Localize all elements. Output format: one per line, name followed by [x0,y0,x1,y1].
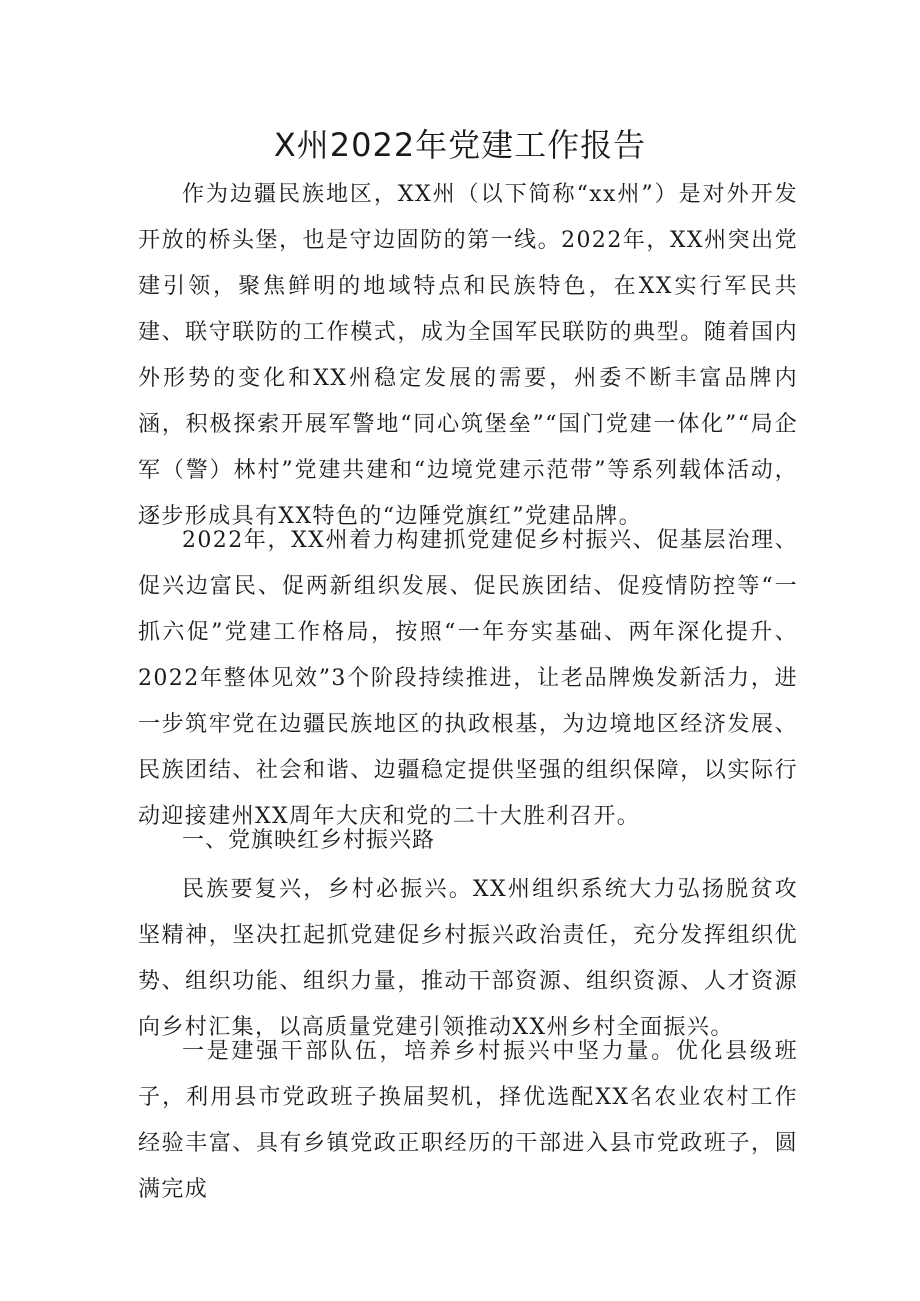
section-heading-1: 一、党旗映红乡村振兴路 [182,828,436,853]
paragraph-section1-intro: 民族要复兴，乡村必振兴。XX州组织系统大力弘扬脱贫攻坚精神，坚决扛起抓党建促乡村振兴政治责任，充分发挥组织优势、组织功能、组织力量，推动干部资源、组织资源、人才资源向乡村汇集，以高质量党建引领推动XX州乡村全面振兴。 [138,877,798,1040]
document-title: X州2022年党建工作报告 [273,126,647,164]
paragraph-intro: 作为边疆民族地区，XX州（以下简称“xx州”）是对外开发开放的桥头堡，也是守边固防的第一线。2022年，XX州突出党建引领，聚焦鲜明的地域特点和民族特色，在XX实行军民共建、联守联防的工作模式，成为全国军民联防的典型。随着国内外形势的变化和XX州稳定发展的需要，州委不断丰富品牌内涵，积极探索开展军警地“同心筑堡垒”“国门党建一体化”“局企军（警）林村”党建共建和“边境党建示范带”等系列载体活动，逐步形成具有XX特色的“边陲党旗红”党建品牌。 [138,182,798,529]
paragraph-section1-point1: 一是建强干部队伍，培养乡村振兴中坚力量。优化县级班子，利用县市党政班子换届契机，择优选配XX名农业农村工作经验丰富、具有乡镇党政正职经历的干部进入县市党政班子，圆满完成 [138,1039,798,1202]
paragraph-overview: 2022年，XX州着力构建抓党建促乡村振兴、促基层治理、促兴边富民、促两新组织发展、促民族团结、促疫情防控等“一抓六促”党建工作格局，按照“一年夯实基础、两年深化提升、2022年整体见效”3个阶段持续推进，让老品牌焕发新活力，进一步筑牢党在边疆民族地区的执政根基，为边境地区经济发展、民族团结、社会和谐、边疆稳定提供坚强的组织保障，以实际行动迎接建州XX周年大庆和党的二十大胜利召开。 [138,528,798,829]
